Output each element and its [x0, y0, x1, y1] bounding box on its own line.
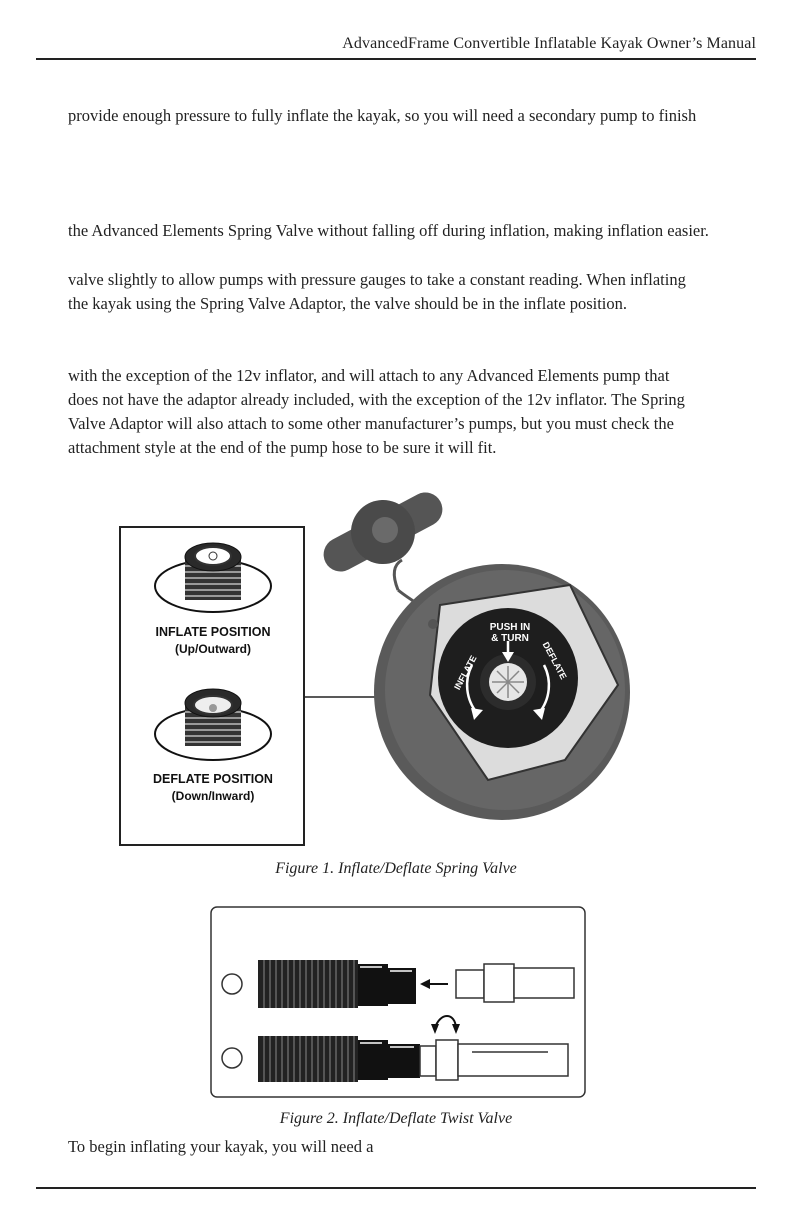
body-line: provide enough pressure to fully inflate the kayak, so you will need a secondary pump to finish [68, 106, 697, 125]
body-line: the kayak using the Spring Valve Adaptor, the valve should be in the inflate position. [68, 294, 628, 313]
twist-valve-figure [210, 906, 586, 1098]
body-line: does not have the adaptor already included, with the exception of the 12v inflator. The Spring [68, 390, 685, 409]
body-line: with the exception of the 12v inflator, and will attach to any Advanced Elements pump that [68, 366, 670, 385]
figure2-caption: Figure 2. Inflate/Deflate Twist Valve [279, 1110, 513, 1127]
ring-deflate-label: DEFLATE [540, 640, 569, 681]
figure1-caption: Figure 1. Inflate/Deflate Spring Valve [275, 860, 517, 877]
inflate-position-sub: (Up/Outward) [175, 642, 251, 656]
body-line: valve slightly to allow pumps with pressure gauges to take a constant reading. When inflating [68, 270, 686, 289]
body-line: To begin inflating your kayak, you will need a [68, 1137, 374, 1156]
header-title: AdvancedFrame Convertible Inflatable Kayak Owner’s Manual [342, 35, 756, 52]
inflate-position-label: INFLATE POSITION [155, 625, 271, 639]
body-line: the Advanced Elements Spring Valve without falling off during inflation, making inflation easier. [68, 221, 709, 240]
and-turn-label: & TURN [491, 633, 529, 644]
step2-circle [222, 1048, 242, 1068]
body-line: attachment style at the end of the pump hose to be sure it will fit. [68, 438, 497, 457]
valve-adaptor-icon [456, 964, 574, 1002]
spring-valve-icon [374, 564, 630, 820]
deflate-position-label: DEFLATE POSITION [153, 772, 273, 786]
push-in-label: PUSH IN [489, 622, 531, 633]
deflate-position-sub: (Down/Inward) [171, 789, 255, 803]
footer-rule [36, 1187, 756, 1189]
body-line: Valve Adaptor will also attach to some other manufacturer’s pumps, but you must check the [68, 414, 674, 433]
step1-circle [222, 974, 242, 994]
ring-inflate-label: INFLATE [452, 653, 479, 692]
